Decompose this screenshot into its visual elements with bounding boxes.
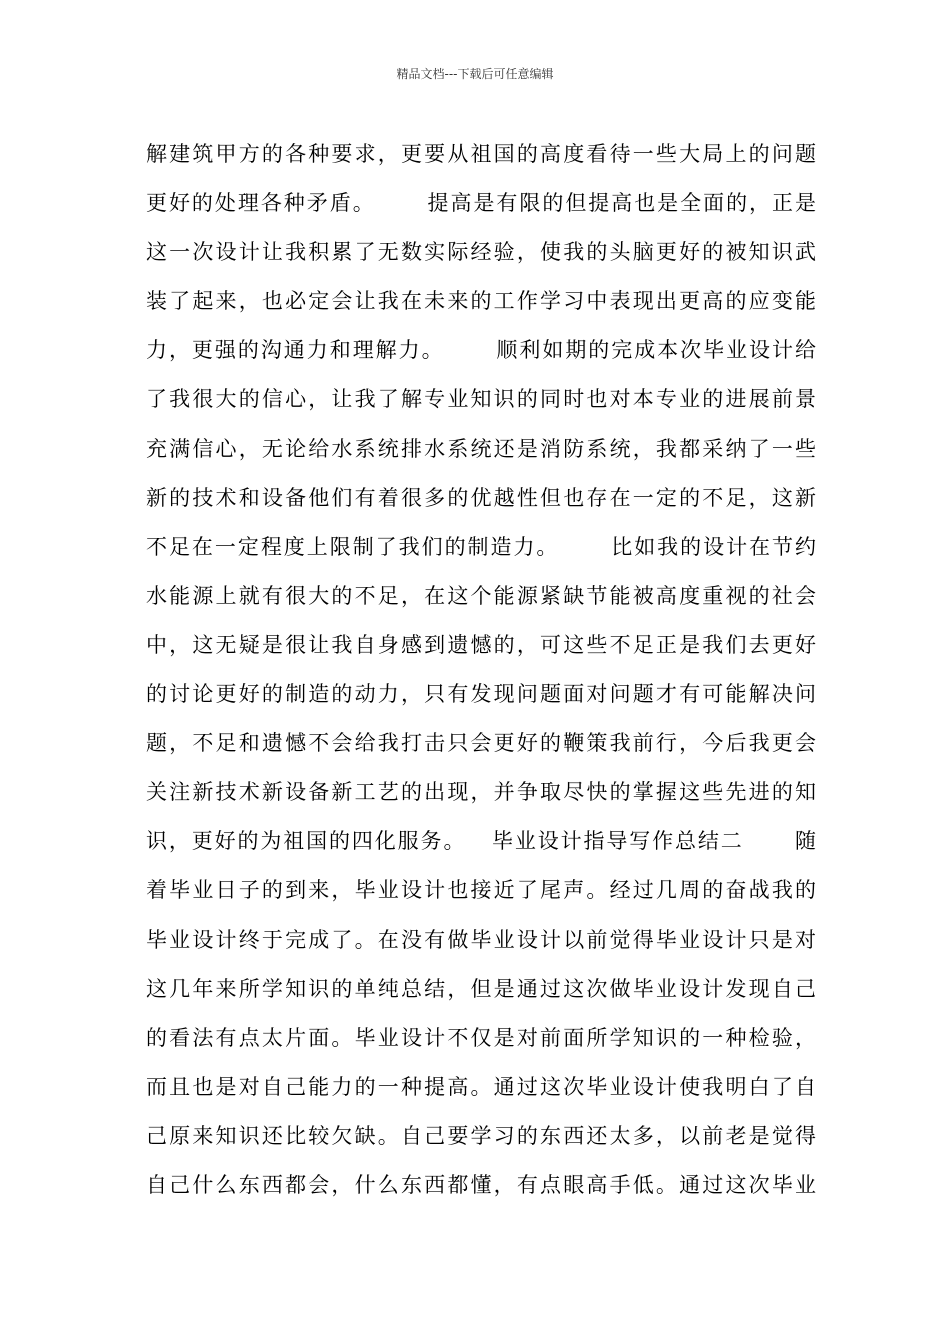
text-line: 不足在一定程度上限制了我们的制造力。 比如我的设计在节约	[146, 534, 816, 559]
text-line: 关注新技术新设备新工艺的出现，并争取尽快的掌握这些先进的知	[146, 780, 816, 805]
text-line: 更好的处理各种矛盾。 提高是有限的但提高也是全面的，正是	[146, 191, 816, 216]
text-line: 的讨论更好的制造的动力，只有发现问题面对问题才有可能解决问	[146, 682, 816, 707]
text-line: 的看法有点太片面。毕业设计不仅是对前面所学知识的一种检验，	[146, 1025, 816, 1050]
text-line: 解建筑甲方的各种要求，更要从祖国的高度看待一些大局上的问题	[146, 142, 816, 166]
text-line: 毕业设计终于完成了。在没有做毕业设计以前觉得毕业设计只是对	[146, 927, 816, 952]
text-line: 己原来知识还比较欠缺。自己要学习的东西还太多，以前老是觉得	[146, 1123, 816, 1148]
text-line: 力，更强的沟通力和理解力。 顺利如期的完成本次毕业设计给	[146, 338, 816, 363]
text-line: 充满信心，无论给水系统排水系统还是消防系统，我都采纳了一些	[146, 436, 816, 461]
text-line: 了我很大的信心，让我了解专业知识的同时也对本专业的进展前景	[146, 387, 816, 412]
text-line: 中，这无疑是很让我自身感到遗憾的，可这些不足正是我们去更好	[146, 632, 816, 657]
text-line: 水能源上就有很大的不足，在这个能源紧缺节能被高度重视的社会	[146, 583, 816, 608]
text-line: 题，不足和遗憾不会给我打击只会更好的鞭策我前行，今后我更会	[146, 731, 816, 756]
text-line: 自己什么东西都会，什么东西都懂，有点眼高手低。通过这次毕业	[146, 1172, 816, 1197]
body-text	[146, 130, 816, 1210]
text-line: 装了起来，也必定会让我在未来的工作学习中表现出更高的应变能	[146, 289, 816, 314]
text-line: 新的技术和设备他们有着很多的优越性但也存在一定的不足，这新	[146, 485, 816, 510]
text-line: 而且也是对自己能力的一种提高。通过这次毕业设计使我明白了自	[146, 1074, 816, 1099]
page-header: 精品文档---下载后可任意编辑	[396, 67, 554, 81]
text-line: 着毕业日子的到来，毕业设计也接近了尾声。经过几周的奋战我的	[146, 878, 816, 903]
text-line: 这一次设计让我积累了无数实际经验，使我的头脑更好的被知识武	[146, 240, 816, 265]
text-line: 这几年来所学知识的单纯总结，但是通过这次做毕业设计发现自己	[146, 976, 816, 1001]
text-line: 识，更好的为祖国的四化服务。 毕业设计指导写作总结二 随	[146, 829, 816, 854]
